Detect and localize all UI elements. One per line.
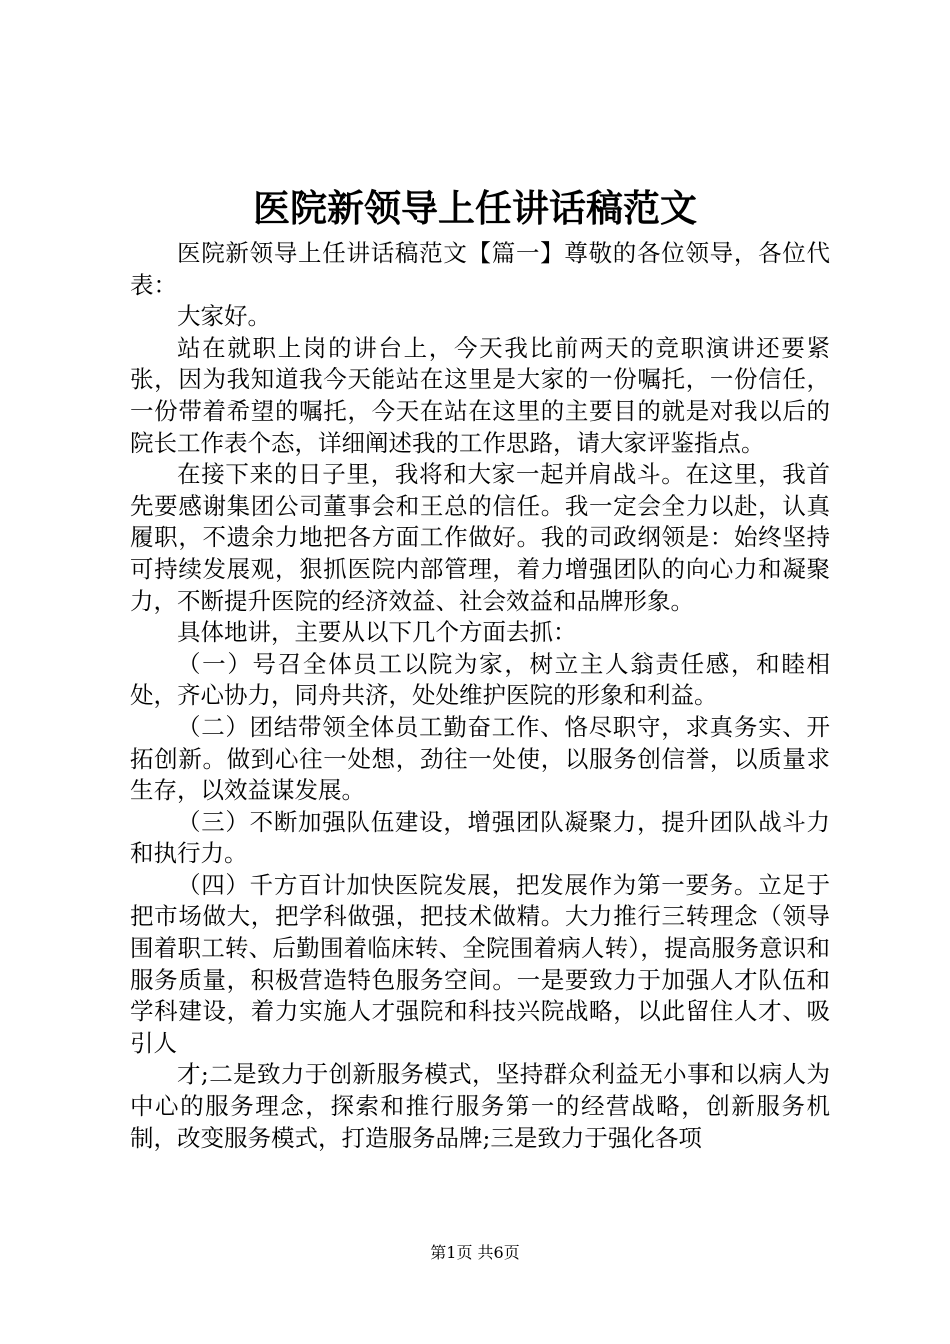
paragraph-item-1: （一）号召全体员工以院为家，树立主人翁责任感，和睦相处，齐心协力，同舟共济，处处维护医院的形象和利益。	[130, 649, 830, 710]
page-indicator: 第1页 共6页	[430, 1243, 520, 1262]
paragraph-item-3: （三）不断加强队伍建设，增强团队凝聚力，提升团队战斗力和执行力。	[130, 807, 830, 868]
paragraph-hello: 大家好。	[177, 302, 271, 331]
paragraph-continuation: 才;二是致力于创新服务模式，坚持群众利益无小事和以病人为中心的服务理念，探索和推行服务第一的经营战略，创新服务机制，改变服务模式，打造服务品牌;三是致力于强化各项	[130, 1060, 830, 1152]
paragraph-days-ahead: 在接下来的日子里，我将和大家一起并肩战斗。在这里，我首先要感谢集团公司董事会和王总的信任。我一定会全力以赴，认真履职，不遗余力地把各方面工作做好。我的司政纲领是：始终坚持可持续发展观，狠抓医院内部管理，着力增强团队的向心力和凝聚力，不断提升医院的经济效益、社会效益和品牌形象。	[130, 460, 830, 615]
paragraph-greeting: 医院新领导上任讲话稿范文【篇一】尊敬的各位领导，各位代表：	[130, 239, 830, 299]
paragraph-podium: 站在就职上岗的讲台上，今天我比前两天的竞职演讲还要紧张，因为我知道我今天能站在这里是大家的一份嘱托，一份信任，一份带着希望的嘱托，今天在站在这里的主要目的就是对我以后的院长工作表个态，详细阐述我的工作思路，请大家评鉴指点。	[130, 333, 830, 457]
paragraph-item-4: （四）千方百计加快医院发展，把发展作为第一要务。立足于把市场做大，把学科做强，把技术做精。大力推行三转理念（领导围着职工转、后勤围着临床转、全院围着病人转），提高服务意识和服务质量，积极营造特色服务空间。一是要致力于加强人才队伍和学科建设，着力实施人才强院和科技兴院战略，以此留住人才、吸引人	[130, 870, 830, 1057]
document-body	[130, 238, 830, 1154]
paragraph-specifics: 具体地讲，主要从以下几个方面去抓：	[177, 618, 577, 647]
paragraph-item-2: （二）团结带领全体员工勤奋工作、恪尽职守，求真务实、开拓创新。做到心往一处想，劲往一处使，以服务创信誉，以质量求生存，以效益谋发展。	[130, 712, 830, 805]
document-title: 医院新领导上任讲话稿范文	[253, 186, 697, 230]
